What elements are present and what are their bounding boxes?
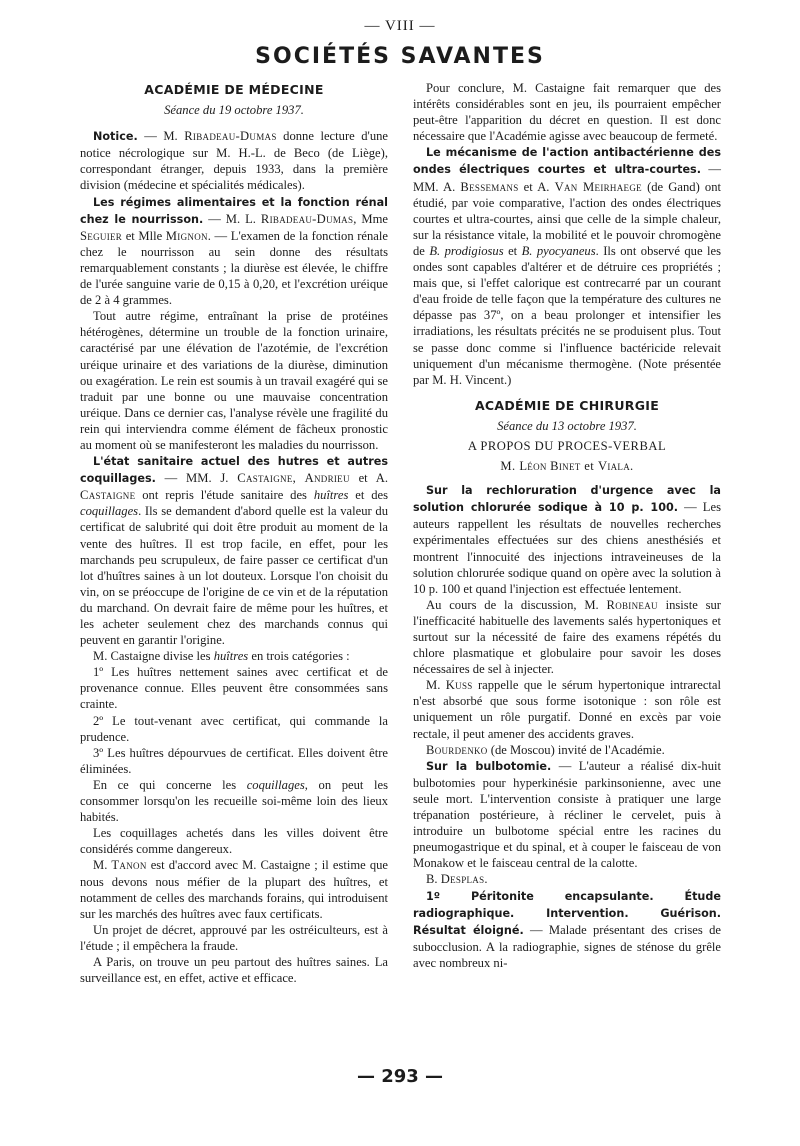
author-name: Van Meirhaege <box>554 179 642 194</box>
text-run: . <box>630 459 634 474</box>
text-run: — L'auteur a réalisé dix-huit bulbotomies pour hyperkinésie parkinsonienne, avec une seule mort. L'intervention consiste à pratiquer une large trépanation postérieure, à récliner le cervelet, puis à introduire un bulbotome spécial entre les racines du pneumogastrique et du spinal, et à couper le faisceau de von Monakow et le faisceau central de la calotte. <box>413 758 721 871</box>
paragraph-body: Tout autre régime, entraînant la prise de protéines hétérogènes, détermine un trouble de la fonction urinaire, caractérisé par une élévation de l'azotémie, de l'excrétion uréique urinaire et des variations de la diurèse, diminution ou exagération. Le rein est soumis à un travail exagéré qui se traduit par une bonne ou une mauvaise concentration uréique. Dans ce dernier cas, l'analyse révèle une fragilité du rein qui interviendra comme élément de fâcheux pronostic au moment où se manifesteront les maladies du nourrisson. <box>80 309 388 452</box>
paragraph-body <box>80 777 388 825</box>
text-run: — Malade présentant des crises de subocclusion. A la radiographie, signes de sténose du grêle avec nombreux ni- <box>413 922 721 970</box>
text-run: Au cours de la discussion, M. <box>426 597 607 612</box>
session-date-medecine: Séance du 19 octobre 1937. <box>164 103 304 118</box>
author-name: Viala <box>597 459 631 474</box>
paragraph-bulbotomie <box>413 758 721 872</box>
author-name: Léon Binet <box>519 459 581 474</box>
text-run: — MM. J. <box>155 471 238 486</box>
author-name: Seguier <box>80 228 123 243</box>
text-run: . — L'examen de la fonction rénale chez le nourrisson au sein donne des résultats remarquablement constants ; la diurèse est élevée, le chiffre de l'urée sanguine varie de 0,15 à 0,20, et l'excrétion uréique de 2 à 4 grammes. <box>80 228 388 308</box>
list-item: 1º Les huîtres nettement saines avec certificat et de provenance connue. Elles peuvent être consommées sans crainte. <box>80 665 388 712</box>
italic-term: B. pyocyaneus <box>521 243 596 258</box>
text-run: . <box>484 872 488 887</box>
italic-term: B. prodigiosus <box>429 243 504 258</box>
paragraph-body <box>80 648 388 664</box>
author-name: Castaigne <box>237 471 293 486</box>
text-run: — M. <box>137 129 185 144</box>
list-item: 2º Le tout-venant avec certificat, qui commande la prudence. <box>80 713 388 744</box>
text-run: et A. <box>349 471 389 486</box>
author-name: Tanon <box>111 858 147 873</box>
text-run: ont repris l'étude sanitaire des <box>135 488 314 503</box>
paragraph-notice <box>80 128 388 193</box>
author-name: Ribadeau-Dumas <box>184 129 277 144</box>
left-column <box>80 80 388 986</box>
author-name: Castaigne <box>80 488 136 503</box>
text-run: et <box>580 459 598 474</box>
paragraph-rechloruration <box>413 482 721 597</box>
italic-term: huîtres <box>213 649 249 664</box>
author-name: Mignon <box>165 228 208 243</box>
text-run: M. <box>426 678 446 693</box>
paragraph-body <box>80 857 388 921</box>
notice-label: Notice. <box>93 130 138 144</box>
text-run: B. <box>426 872 441 887</box>
text-run: est d'accord avec M. Castaigne ; il estime que nous devons nous méfier de la plupart des huîtres, et notamment de celles des marchands forains, qui introduisent sur les marchés des huîtres avec faux certificats. <box>80 858 388 921</box>
paragraph-peritonite <box>413 888 721 971</box>
text-run: — M. L. <box>203 211 261 226</box>
page-title: SOCIÉTÉS SAVANTES <box>255 44 545 69</box>
paragraph-ondes <box>413 144 721 387</box>
right-column <box>413 80 721 971</box>
regimes-title: Les régimes alimentaires et la fonction rénal chez le nourrisson. <box>80 195 388 226</box>
text-run: et <box>503 243 522 258</box>
text-run: — MM. A. <box>413 162 721 194</box>
text-run: et A. <box>518 179 555 194</box>
page-number: — 293 — <box>356 1066 444 1087</box>
paragraph-body <box>413 677 721 741</box>
text-run: M. <box>500 459 520 474</box>
text-run: , <box>292 471 305 486</box>
text-run: . Ils se demandent d'abord quelle est la valeur du certificat de salubrité qui doit être produit au moment de la vente des huîtres. Il est trop facile, en effet, pour les marchands peu scrupuleux, de faire passer ce certificat d'un lot d'huîtres saines à un lot douteux. Lorsque l'on choisit du vin, on se préoccupe de l'origine de ce vin et de la réputation du marchand. On devrait faire de même pour les huîtres, et les acheter seulement chez des marchands connus qui peuvent en garantir l'origine. <box>80 504 388 648</box>
text-run: M. <box>93 858 112 873</box>
paragraph-body: Pour conclure, M. Castaigne fait remarquer que des intérêts considérables sont en jeu, ils pourraient empêcher peut-être l'apparition du décret en question. Il est donc nécessaire que l'Académie agisse avec beaucoup de fermeté. <box>413 81 721 144</box>
text-run: rappelle que le sérum hypertonique intrarectal n'est absorbé que sous forme isotonique : son rôle est uniquement un rôle purgatif. Donné en excès par voie rectale, il peut amener des accidents graves. <box>413 678 722 741</box>
text-run: (de Gand) ont étudié, par voie comparative, l'action des ondes électriques courtes et ultra-courtes, ainsi que celle de la simple chaleur, sur la résistance vitale, la mobilité et le pouvoir chromogène de <box>413 179 721 258</box>
subheading-proces-verbal: A PROPOS DU PROCES-VERBAL <box>467 438 667 453</box>
paragraph-body: Les coquillages achetés dans les villes doivent être considérés comme dangereux. <box>80 826 388 857</box>
bulbotomie-title: Sur la bulbotomie. <box>426 759 552 773</box>
italic-term: coquillages <box>80 504 139 519</box>
section-heading-medecine: ACADÉMIE DE MÉDECINE <box>144 82 324 97</box>
ondes-title: Le mécanisme de l'action antibactérienne des ondes électriques courtes et ultra-courtes. <box>413 146 721 177</box>
paragraph-body: Un projet de décret, approuvé par les ostréiculteurs, est à l'étude ; il empêchera la fraude. <box>80 922 388 953</box>
list-item: 3º Les huîtres dépourvues de certificat. Elles doivent être éliminées. <box>80 745 388 776</box>
text-run: — Les auteurs rappellent les résultats de nouvelles recherches expérimentales effectuées sur des chiens anesthésiés et montrent l'innocuité des injections intraveineuses de la solution chlorurée sodique quand on opère avec la solution à 10 p. 100 et quand l'injection est effectuée lentement. <box>413 500 721 596</box>
page-roman-numeral: — VIII — <box>364 18 436 34</box>
section-heading-chirurgie: ACADÉMIE DE CHIRURGIE <box>474 397 660 413</box>
author-name: Bessemans <box>460 179 519 194</box>
paragraph-huitres <box>80 453 388 648</box>
text-run: , Mme <box>353 211 388 226</box>
paragraph-body <box>413 597 721 677</box>
paragraph-regimes <box>80 194 388 309</box>
text-run: (de Moscou) invité de l'Académie. <box>487 742 665 757</box>
author-name: Kuss <box>445 678 473 693</box>
text-run: en trois catégories : <box>248 649 350 664</box>
text-run: . Ils ont observé que les ondes sont capables d'altérer et de détruire ces propriétés ; mais que, si l'effet calorique est contrecarré par un courant d'eau froide de telle façon que la température des cultures ne dépasse pas 37º, on a beau prolonger et intensifier les irradiations, les résultats précités ne se produisent plus. Tout se passe donc comme si l'influence bactéricide relevait uniquement d'un mécanisme thermogène. (Note présentée par M. H. Vincent.) <box>413 243 721 387</box>
author-name: Desplas <box>440 872 485 887</box>
subheading-authors <box>413 458 721 474</box>
huitres-title: L'état sanitaire actuel des hutres et autres coquillages. <box>80 455 388 486</box>
text-run: , on peut les consommer lorsqu'on les recueille soi-même loin des lieux habités. <box>80 777 388 825</box>
italic-term: coquillages <box>246 777 305 792</box>
session-date-chirurgie: Séance du 13 octobre 1937. <box>497 418 637 433</box>
italic-term: huîtres <box>313 488 349 503</box>
text-run: insiste sur l'inefficacité habituelle des lavements salés hypertoniques et surtout sur la nécessité de faire des examens répétés du chlore plasmatique et globulaire pour savoir les doses nécessaires de sel à injecter. <box>413 597 721 677</box>
text-run: et des <box>348 488 388 503</box>
author-name: Andrieu <box>304 471 350 486</box>
text-run: En ce qui concerne les <box>93 777 247 792</box>
text-run: et Mlle <box>122 228 166 243</box>
paragraph-body: A Paris, on trouve un peu partout des huîtres saines. La surveillance est, en effet, active et efficace. <box>80 954 388 986</box>
text-run: donne lecture d'une notice nécrologique sur M. H.-L. de Beco (de Liège), correspondant étranger, depuis 1933, dans la première division (médecine et spécialités médicales). <box>80 129 389 193</box>
paragraph-body <box>413 871 721 887</box>
author-name: Ribadeau-Dumas <box>260 211 354 226</box>
peritonite-title: 1º Péritonite encapsulante. Étude radiographique. Intervention. Guérison. Résultat éloigné. <box>413 889 721 937</box>
paragraph-body <box>413 742 721 758</box>
text-run: M. Castaigne divise les <box>93 649 214 664</box>
author-name: Robineau <box>606 597 658 612</box>
rechloruration-title: Sur la rechloruration d'urgence avec la solution chlorurée sodique à 10 p. 100. <box>413 484 721 515</box>
author-name: Bourdenko <box>426 742 488 757</box>
